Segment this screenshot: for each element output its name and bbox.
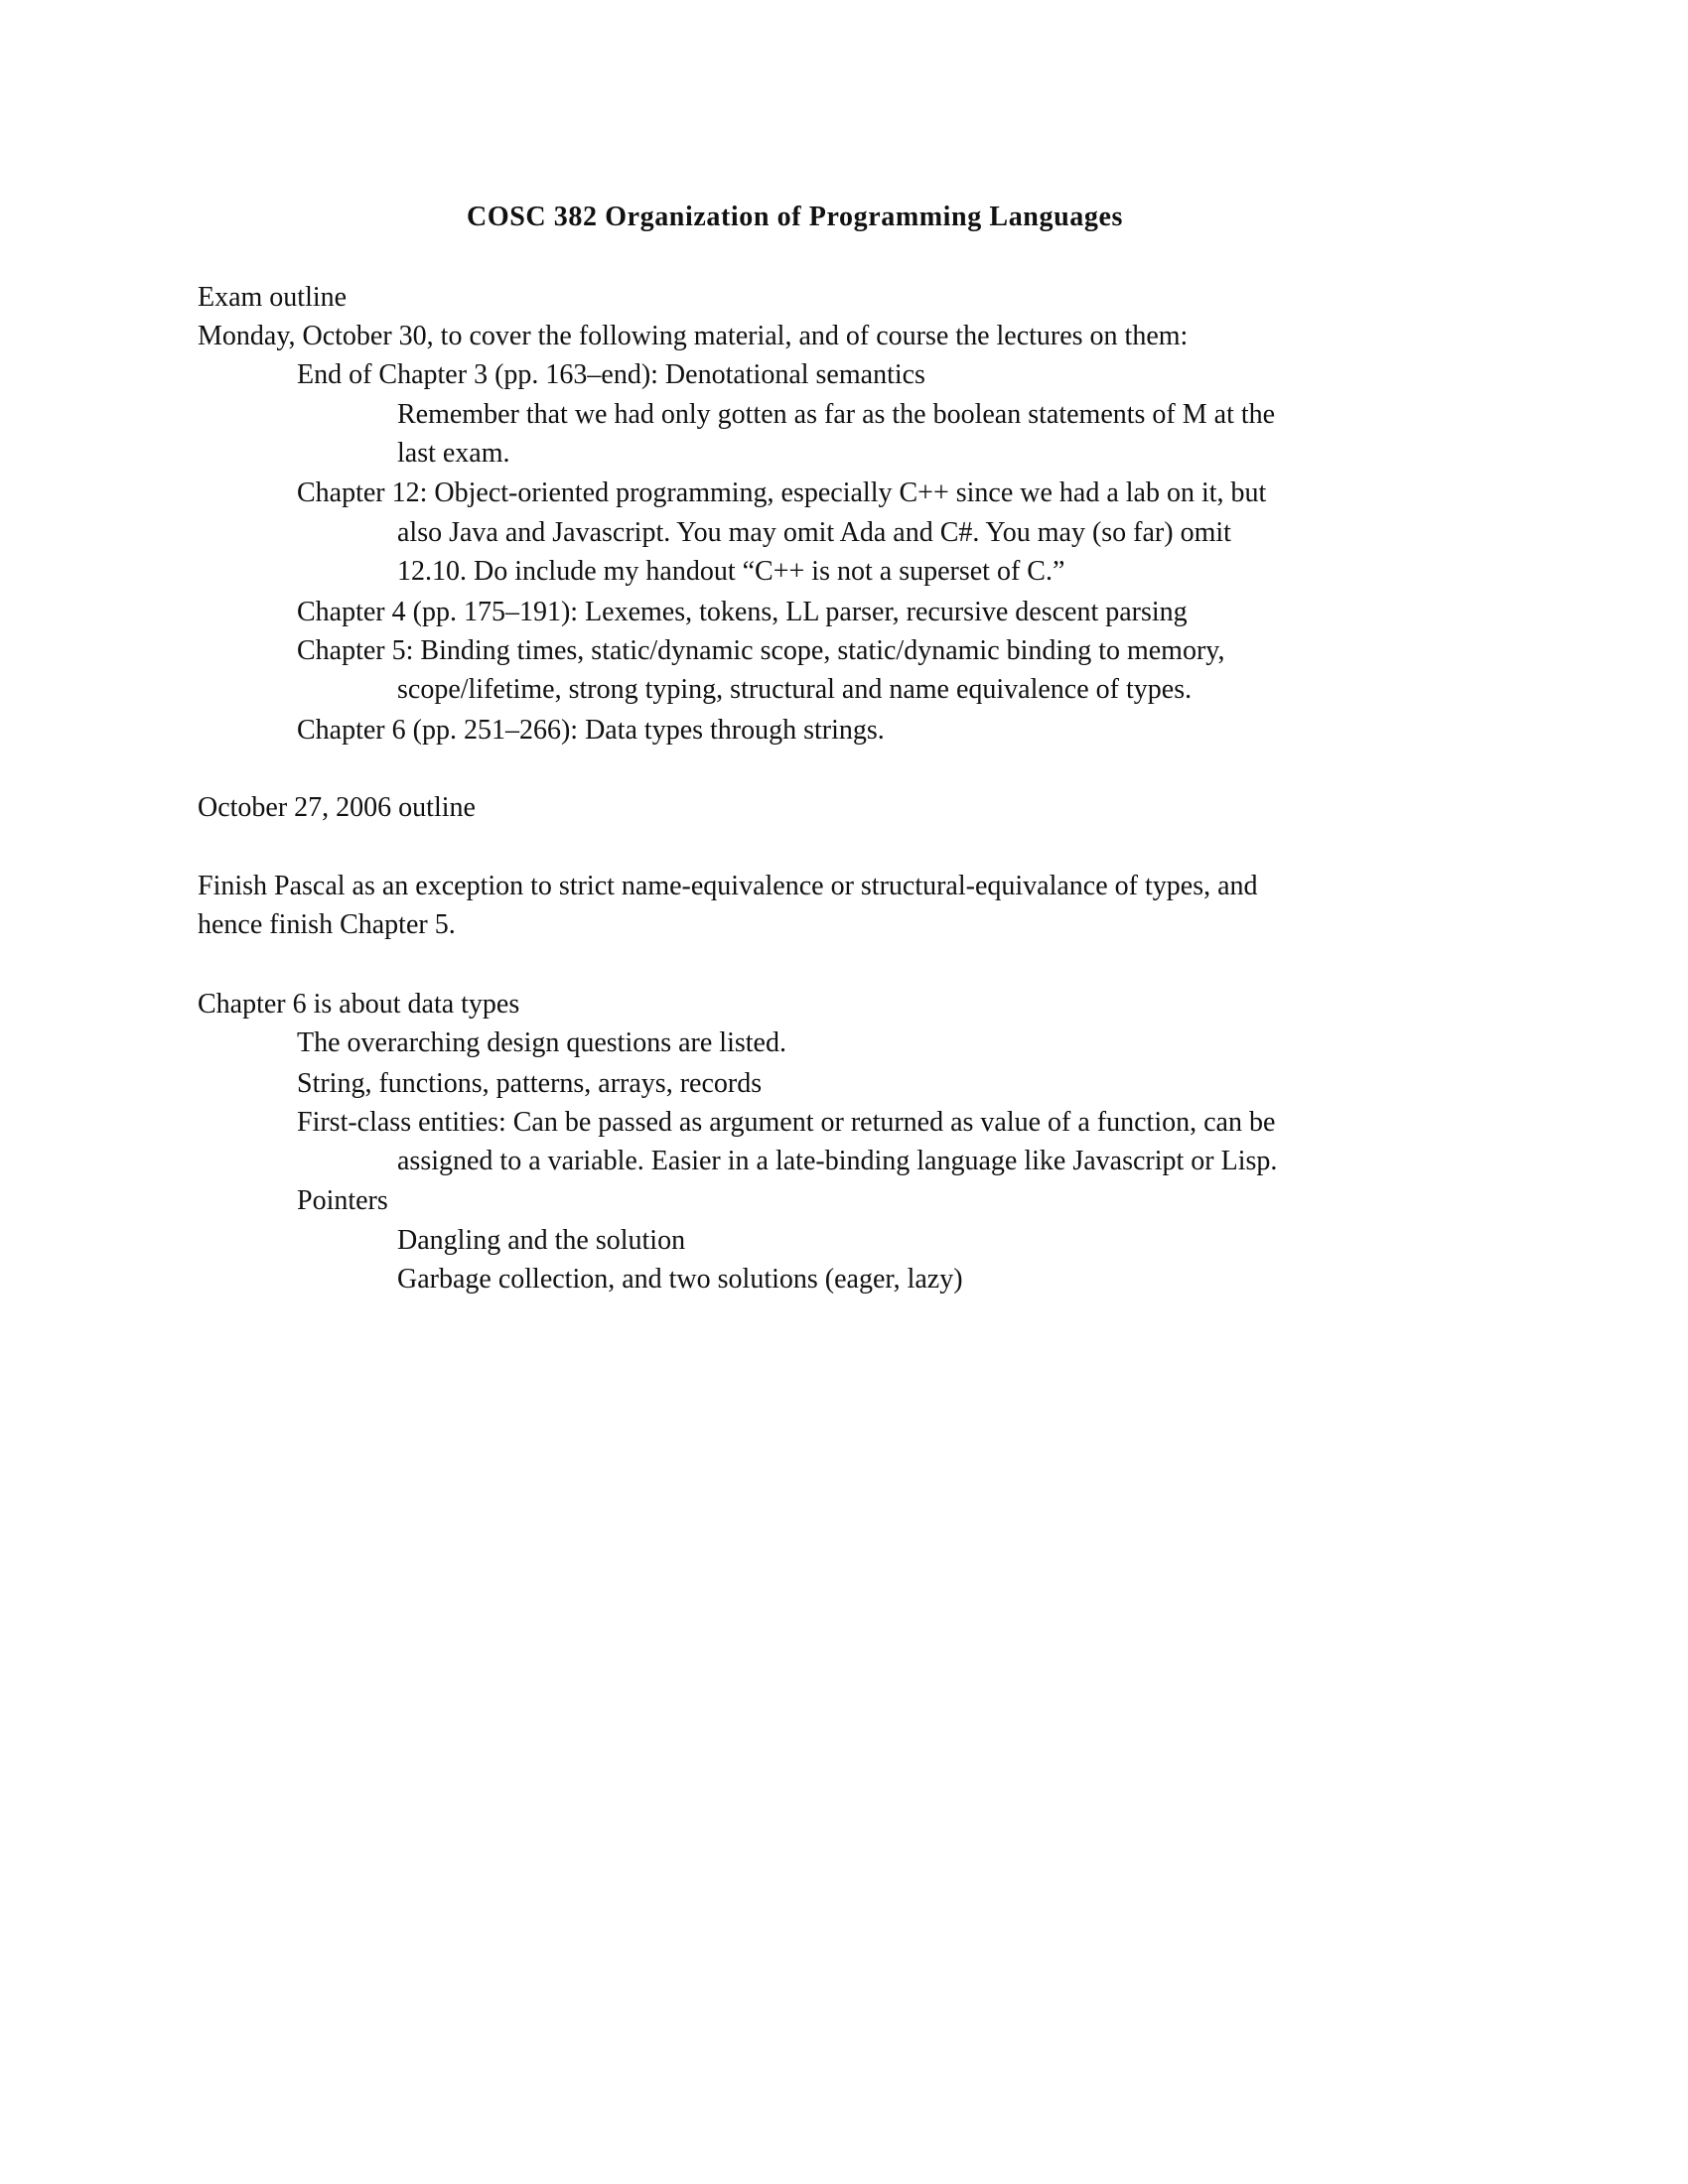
- exam-line-chapter4: Chapter 4 (pp. 175–191): Lexemes, tokens, LL parser, recursive descent parsing: [297, 597, 1188, 627]
- document-title: COSC 382 Organization of Programming Languages: [467, 202, 1123, 232]
- exam-line-chapter5: Chapter 5: Binding times, static/dynamic scope, static/dynamic binding to memory,: [297, 635, 1225, 666]
- pascal-paragraph-line1: Finish Pascal as an exception to strict name-equivalence or structural-equivalance of types, and: [198, 871, 1258, 901]
- exam-line-chapter12-cont1: also Java and Javascript. You may omit Ada and C#. You may (so far) omit: [397, 517, 1231, 548]
- ch6-line-garbage-collection: Garbage collection, and two solutions (eager, lazy): [397, 1264, 963, 1295]
- exam-line-chapter12-cont2: 12.10. Do include my handout “C++ is not a superset of C.”: [397, 556, 1065, 587]
- exam-line-chapter5-cont: scope/lifetime, strong typing, structural and name equivalence of types.: [397, 674, 1193, 705]
- ch6-line-pointers: Pointers: [297, 1185, 388, 1216]
- exam-line-chapter3-note: Remember that we had only gotten as far as the boolean statements of M at the: [397, 399, 1276, 430]
- ch6-line-design-questions: The overarching design questions are listed.: [297, 1027, 786, 1058]
- ch6-line-dangling: Dangling and the solution: [397, 1225, 686, 1256]
- exam-line-chapter6: Chapter 6 (pp. 251–266): Data types through strings.: [297, 715, 885, 746]
- ch6-line-first-class-cont: assigned to a variable. Easier in a late-binding language like Javascript or Lisp.: [397, 1146, 1278, 1176]
- section-heading-exam-outline: Exam outline: [198, 282, 348, 313]
- pascal-paragraph-line2: hence finish Chapter 5.: [198, 909, 456, 940]
- exam-line-chapter12: Chapter 12: Object-oriented programming, especially C++ since we had a lab on it, but: [297, 478, 1267, 508]
- ch6-line-types-list: String, functions, patterns, arrays, records: [297, 1068, 763, 1099]
- exam-line-chapter3-note-cont: last exam.: [397, 438, 510, 469]
- section-heading-oct27-outline: October 27, 2006 outline: [198, 792, 476, 823]
- exam-line-chapter3: End of Chapter 3 (pp. 163–end): Denotational semantics: [297, 359, 925, 390]
- ch6-line-first-class: First-class entities: Can be passed as argument or returned as value of a function, can be: [297, 1107, 1276, 1138]
- exam-line-intro: Monday, October 30, to cover the following material, and of course the lectures on them:: [198, 321, 1189, 351]
- section-heading-chapter6: Chapter 6 is about data types: [198, 989, 520, 1020]
